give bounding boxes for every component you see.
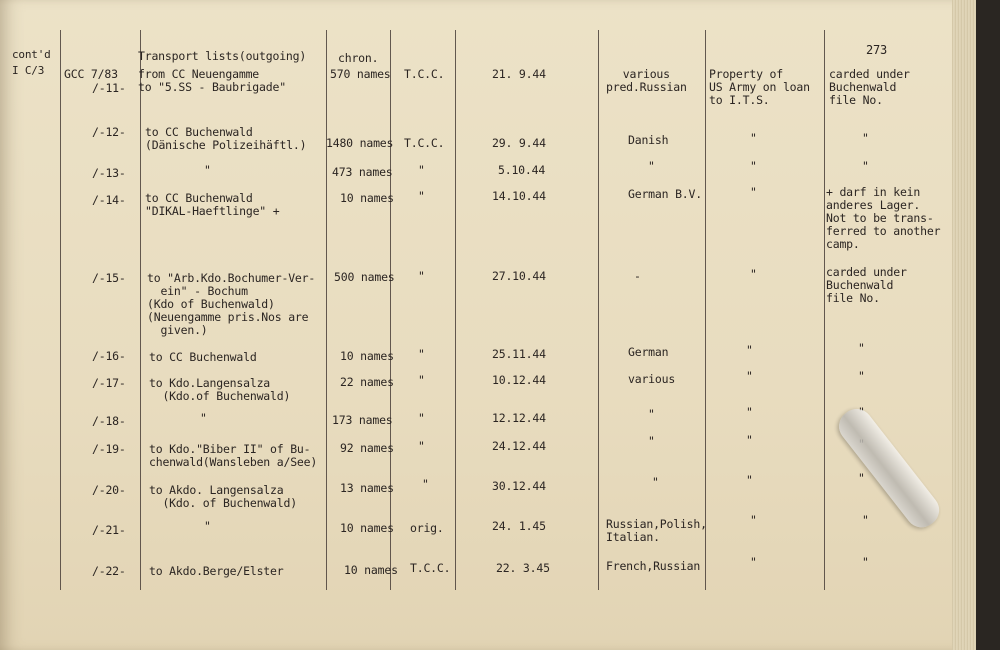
entry-date: 21. 9.44: [492, 67, 546, 81]
entry-property: ": [746, 473, 753, 487]
entry-number: /-11-: [92, 81, 126, 95]
entry-number: /-15-: [92, 271, 126, 285]
entry-property: Property of US Army on loan to I.T.S.: [709, 67, 810, 107]
entry-property: ": [750, 131, 757, 145]
entry-nationality: ": [648, 159, 655, 173]
entry-date: 29. 9.44: [492, 136, 546, 150]
entry-type: orig.: [410, 521, 444, 535]
entry-nationality: various: [628, 372, 676, 386]
entry-number: /-12-: [92, 125, 126, 139]
entry-date: 27.10.44: [492, 269, 546, 283]
header-description: Transport lists(outgoing): [138, 49, 307, 63]
entry-property: ": [750, 159, 757, 173]
entry-type: ": [418, 269, 425, 283]
entry-property: ": [750, 513, 757, 527]
entry-type: ": [418, 347, 425, 361]
entry-number: /-17-: [92, 376, 126, 390]
entry-count: 173 names: [332, 413, 393, 427]
entry-number: /-13-: [92, 166, 126, 180]
entry-property: ": [746, 369, 753, 383]
column-rule: [824, 30, 825, 590]
entry-date: 24. 1.45: [492, 519, 546, 533]
header-chron: chron.: [338, 51, 379, 65]
entry-date: 25.11.44: [492, 347, 546, 361]
entry-date: 22. 3.45: [496, 561, 550, 575]
entry-description: ": [200, 411, 207, 425]
column-rule: [140, 30, 141, 590]
entry-number: /-14-: [92, 193, 126, 207]
entry-remarks: ": [858, 341, 865, 355]
entry-number: /-16-: [92, 349, 126, 363]
entry-count: 13 names: [340, 481, 394, 495]
entry-nationality: various pred.Russian: [606, 67, 687, 94]
entry-property: ": [750, 185, 757, 199]
entry-remarks: ": [862, 513, 869, 527]
entry-type: ": [418, 411, 425, 425]
entry-date: 5.10.44: [498, 163, 546, 177]
entry-description: to CC Buchenwald: [149, 350, 257, 364]
entry-type: ": [418, 373, 425, 387]
entry-type: ": [418, 189, 425, 203]
entry-remarks: ": [862, 555, 869, 569]
entry-number: /-18-: [92, 414, 126, 428]
contd-label: cont'd: [12, 48, 51, 61]
entry-count: 92 names: [340, 441, 394, 455]
entry-nationality: Danish: [628, 133, 669, 147]
entry-remarks: ": [862, 159, 869, 173]
entry-description: to Kdo.Langensalza (Kdo.of Buchenwald): [149, 376, 291, 403]
entry-count: 10 names: [340, 521, 394, 535]
entry-count: 570 names: [330, 67, 391, 81]
entry-nationality: ": [652, 475, 659, 489]
entry-property: ": [750, 267, 757, 281]
entry-count: 1480 names: [326, 136, 394, 150]
entry-type: T.C.C.: [404, 67, 445, 81]
file-reference: GCC 7/83: [64, 67, 118, 81]
entry-date: 30.12.44: [492, 479, 546, 493]
entry-number: /-22-: [92, 564, 126, 578]
column-rule: [390, 30, 391, 590]
entry-nationality: French,Russian: [606, 559, 701, 573]
entry-count: 473 names: [332, 165, 393, 179]
entry-description: to CC Buchenwald "DIKAL-Haeftlinge" +: [145, 191, 280, 218]
entry-type: ": [422, 477, 429, 491]
entry-remarks: + darf in kein anderes Lager. Not to be trans- ferred to another camp.: [826, 185, 941, 251]
entry-number: /-21-: [92, 523, 126, 537]
entry-nationality: -: [634, 269, 641, 283]
column-rule: [60, 30, 61, 590]
entry-date: 12.12.44: [492, 411, 546, 425]
entry-type: T.C.C.: [404, 136, 445, 150]
entry-type: T.C.C.: [410, 561, 451, 575]
entry-type: ": [418, 439, 425, 453]
column-rule: [326, 30, 327, 590]
page-number: 273: [866, 43, 888, 57]
entry-remarks: ": [862, 131, 869, 145]
entry-nationality: ": [648, 407, 655, 421]
entry-nationality: German B.V.: [628, 187, 702, 201]
entry-number: /-19-: [92, 442, 126, 456]
entry-property: ": [746, 405, 753, 419]
entry-description: to Kdo."Biber II" of Bu- chenwald(Wansleben a/See): [149, 442, 318, 469]
entry-description: to Akdo. Langensalza (Kdo. of Buchenwald): [149, 483, 297, 510]
column-rule: [705, 30, 706, 590]
entry-property: ": [746, 343, 753, 357]
entry-date: 14.10.44: [492, 189, 546, 203]
entry-description: ": [204, 163, 211, 177]
entry-date: 10.12.44: [492, 373, 546, 387]
entry-description: to CC Buchenwald (Dänische Polizeihäftl.): [145, 125, 307, 152]
entry-property: ": [750, 555, 757, 569]
entry-remarks: carded under Buchenwald file No.: [829, 67, 910, 107]
entry-description: to Akdo.Berge/Elster: [149, 564, 284, 578]
page-clip: [833, 403, 946, 534]
entry-type: ": [418, 163, 425, 177]
column-rule: [455, 30, 456, 590]
entry-description: to "Arb.Kdo.Bochumer-Ver- ein" - Bochum (Kdo of Buchenwald) (Neuengamme pris.Nos are given.): [147, 271, 316, 337]
entry-count: 22 names: [340, 375, 394, 389]
entry-nationality: German: [628, 345, 669, 359]
page-edge: [952, 0, 976, 650]
entry-count: 500 names: [334, 270, 395, 284]
entry-date: 24.12.44: [492, 439, 546, 453]
section-label: I C/3: [12, 64, 45, 77]
entry-remarks: ": [858, 369, 865, 383]
entry-remarks: carded under Buchenwald file No.: [826, 265, 907, 305]
entry-count: 10 names: [344, 563, 398, 577]
column-rule: [598, 30, 599, 590]
entry-description: ": [204, 519, 211, 533]
entry-nationality: ": [648, 434, 655, 448]
entry-description: from CC Neuengamme to "5.SS - Baubrigade": [138, 67, 286, 94]
entry-property: ": [746, 433, 753, 447]
entry-count: 10 names: [340, 191, 394, 205]
entry-number: /-20-: [92, 483, 126, 497]
entry-count: 10 names: [340, 349, 394, 363]
entry-remarks: ": [858, 471, 865, 485]
entry-nationality: Russian,Polish, Italian.: [606, 517, 707, 544]
